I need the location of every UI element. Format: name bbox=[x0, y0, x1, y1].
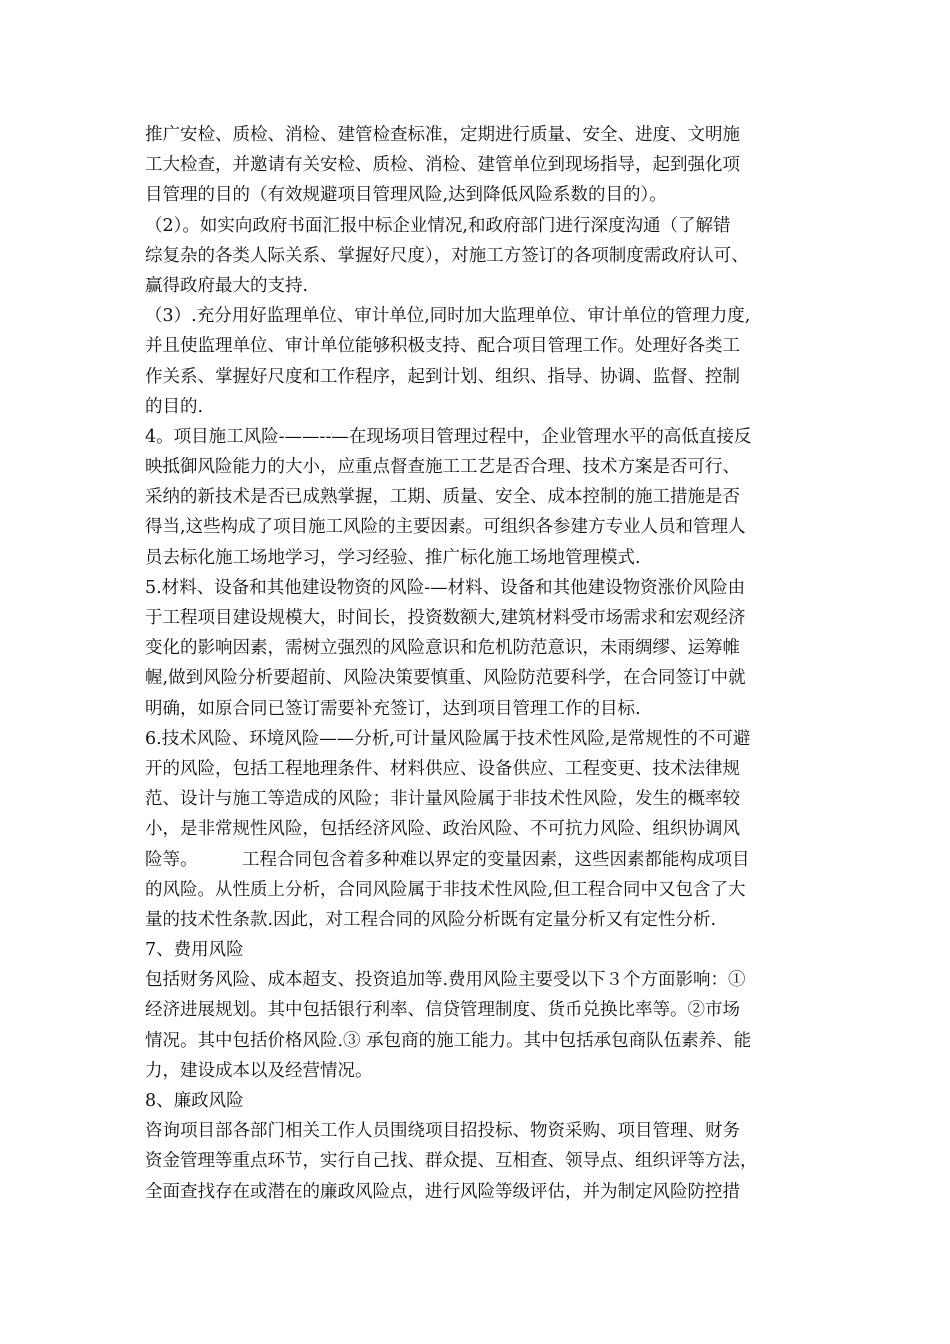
text-line: 作关系、掌握好尺度和工作程序，起到计划、组织、指导、协调、监督、控制 bbox=[145, 366, 740, 387]
text-line: 咨询项目部各部门相关工作人员围绕项目招投标、物资采购、项目管理、财务 bbox=[145, 1121, 740, 1142]
text-line: 映抵御风险能力的大小，应重点督查施工工艺是否合理、技术方案是否可行、 bbox=[145, 457, 740, 478]
text-line: 工大检查，并邀请有关安检、质检、消检、建管单位到现场指导，起到强化项 bbox=[145, 155, 740, 176]
text-line: 开的风险，包括工程地理条件、材料供应、设备供应、工程变更、技术法律规 bbox=[145, 758, 740, 779]
text-line: 得当,这些构成了项目施工风险的主要因素。可组织各参建方专业人员和管理人 bbox=[145, 517, 746, 538]
text-line: 范、设计与施工等造成的风险；非计量风险属于非技术性风险，发生的概率较 bbox=[145, 789, 740, 810]
text-line: 于工程项目建设规模大，时间长，投资数额大,建筑材料受市场需求和宏观经济 bbox=[145, 608, 746, 628]
text-line: 4。项目施工风险-——--—在现场项目管理过程中，企业管理水平的高低直接反 bbox=[145, 426, 752, 447]
text-line: 5.材料、设备和其他建设物资的风险-—材料、设备和其他建设物资涨价风险由 bbox=[145, 577, 746, 598]
text-line: 情况。其中包括价格风险.③ 承包商的施工能力。其中包括承包商队伍素养、能 bbox=[145, 1030, 752, 1051]
text-line: 包括财务风险、成本超支、投资追加等.费用风险主要受以下３个方面影响：① bbox=[145, 970, 746, 991]
text-line: 6.技术风险、环境风险——分析,可计量风险属于技术性风险,是常规性的不可避 bbox=[145, 728, 751, 749]
text-line: 经济进展规划。其中包括银行利率、信贷管理制度、货币兑换比率等。②市场 bbox=[145, 1000, 740, 1021]
text-line: 幄,做到风险分析要超前、风险决策要慎重、风险防范要科学，在合同签订中就 bbox=[145, 668, 746, 689]
text-line: （3）.充分用好监理单位、审计单位,同时加大监理单位、审计单位的管理力度, bbox=[145, 306, 751, 327]
text-line: 量的技术性条款.因此，对工程合同的风险分析既有定量分析又有定性分析. bbox=[145, 909, 717, 930]
document-body bbox=[145, 120, 830, 1207]
text-line: 综复杂的各类人际关系、掌握好尺度），对施工方签订的各项制度需政府认可、 bbox=[145, 245, 749, 266]
text-line: 变化的影响因素，需树立强烈的风险意识和危机防范意识，未雨绸缪、运筹帷 bbox=[145, 638, 740, 659]
text-line: 8、廉政风险 bbox=[145, 1091, 244, 1111]
text-line: 并且使监理单位、审计单位能够积极支持、配合项目管理工作。处理好各类工 bbox=[145, 336, 740, 357]
text-line: 资金管理等重点环节，实行自己找、群众提、互相查、领导点、组织评等方法， bbox=[145, 1151, 758, 1172]
text-line: 的目的. bbox=[145, 396, 204, 417]
text-line: （2）。如实向政府书面汇报中标企业情况,和政府部门进行深度沟通（了解错 bbox=[145, 215, 731, 236]
text-line: 全面查找存在或潜在的廉政风险点，进行风险等级评估，并为制定风险防控措 bbox=[145, 1181, 740, 1202]
text-line: 力，建设成本以及经营情况。 bbox=[145, 1060, 373, 1081]
text-line: 明确，如原合同已签订需要补充签订，达到项目管理工作的目标. bbox=[145, 698, 641, 719]
text-line: 小，是非常规性风险，包括经济风险、政治风险、不可抗力风险、组织协调风 bbox=[145, 819, 740, 840]
text-line: 员去标化施工场地学习，学习经验、推广标化施工场地管理模式. bbox=[145, 547, 641, 568]
text-line: 目管理的目的（有效规避项目管理风险,达到降低风险系数的目的）。 bbox=[145, 185, 667, 206]
text-line: 采纳的新技术是否已成熟掌握，工期、质量、安全、成本控制的施工措施是否 bbox=[145, 487, 740, 508]
text-line: 险等。 工程合同包含着多种难以界定的变量因素，这些因素都能构成项目 bbox=[145, 849, 750, 870]
text-line: 7、费用风险 bbox=[145, 940, 244, 961]
text-line: 推广安检、质检、消检、建管检查标准，定期进行质量、安全、进度、文明施 bbox=[145, 125, 740, 145]
text-line: 赢得政府最大的支持. bbox=[145, 275, 309, 296]
text-line: 的风险。从性质上分析，合同风险属于非技术性风险,但工程合同中又包含了大 bbox=[145, 879, 746, 900]
